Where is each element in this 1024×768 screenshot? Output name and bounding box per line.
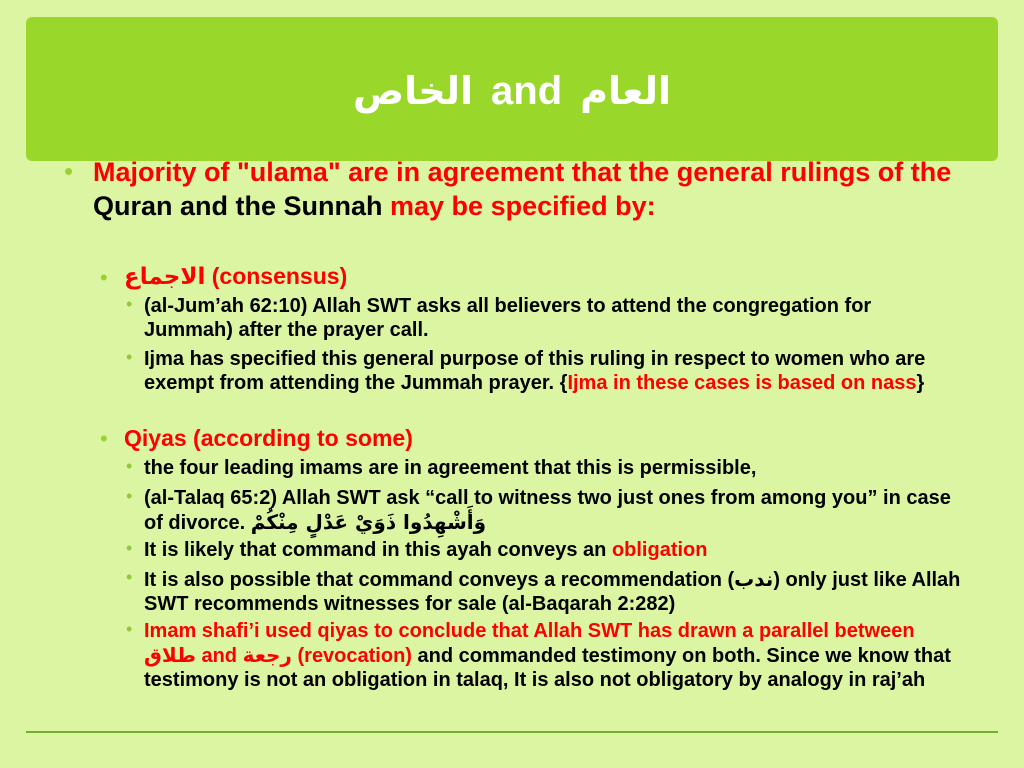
qiyas-sub-3 bbox=[144, 538, 964, 562]
ijma-bullet bbox=[124, 262, 964, 291]
qiyas-sub-4 bbox=[144, 567, 964, 616]
bullet-dot: • bbox=[100, 426, 108, 451]
footer-divider bbox=[26, 731, 998, 733]
bullet-dot: • bbox=[126, 294, 133, 314]
qiyas-bullet: Qiyas (according to some) bbox=[124, 425, 413, 451]
qiyas-sub-4-text: It is also possible that command conveys a recommendation ( bbox=[144, 569, 735, 591]
qiyas-sub-1: the four leading imams are in agreement that this is permissible, bbox=[144, 457, 757, 479]
qiyas-sub-3-text: It is likely that command in this ayah conveys an bbox=[144, 539, 612, 561]
main-bullet-text-3: may be specified by: bbox=[390, 191, 656, 221]
qiyas-sub-4-arabic: ندب bbox=[734, 567, 774, 591]
bullet-dot: • bbox=[126, 619, 133, 639]
bullet-dot: • bbox=[126, 567, 133, 587]
bullet-dot: • bbox=[126, 347, 133, 367]
qiyas-sub-4-text-2: ) only just like Allah SWT recommends witnesses for sale (al-Baqarah 2:282) bbox=[144, 569, 961, 615]
title-arabic-aam: العام bbox=[580, 71, 672, 113]
main-bullet-text-2: Quran and the Sunnah bbox=[93, 191, 391, 221]
ijma-english: (consensus) bbox=[205, 263, 348, 289]
ijma-sub-2 bbox=[144, 347, 964, 395]
bullet-dot: • bbox=[64, 156, 74, 186]
qiyas-sub-5-revocation: (revocation) bbox=[291, 645, 412, 667]
bullet-dot: • bbox=[126, 456, 133, 476]
qiyas-sub-5-text-2: and commanded testimony on both. Since we know that testimony is not an obligation in talaq, It is also not obligatory by analogy in raj’ah bbox=[144, 645, 951, 691]
main-bullet bbox=[93, 155, 968, 223]
qiyas-sub-2-arabic: وَأَشْهِدُوا ذَوَيْ عَدْلٍ مِنْكُمْ bbox=[250, 510, 487, 534]
bullet-dot: • bbox=[100, 265, 108, 290]
qiyas-sub-5-arabic-talaq: طلاق bbox=[144, 643, 196, 667]
qiyas-sub-5-text: Imam shafi’i used qiyas to conclude that Allah SWT has drawn a parallel between bbox=[144, 620, 915, 642]
ijma-sub-2-emphasis: Ijma in these cases is based on nass bbox=[567, 372, 917, 394]
ijma-sub-1: (al-Jum’ah 62:10) Allah SWT asks all believers to attend the congregation for Jummah) after the prayer call. bbox=[144, 295, 872, 341]
qiyas-sub-3-emphasis: obligation bbox=[611, 539, 708, 561]
qiyas-sub-2 bbox=[144, 486, 964, 535]
ijma-sub-2-close: } bbox=[916, 372, 925, 394]
slide-title bbox=[26, 69, 998, 114]
ijma-arabic: الاجماع bbox=[124, 264, 206, 290]
qiyas-sub-5 bbox=[144, 619, 964, 692]
bullet-dot: • bbox=[126, 538, 133, 558]
qiyas-sub-2-text: (al-Talaq 65:2) Allah SWT ask “call to witness two just ones from among you” in case of divorce. bbox=[144, 487, 951, 534]
title-arabic-khass: الخاص bbox=[352, 71, 474, 113]
bullet-dot: • bbox=[126, 486, 133, 506]
title-and: and bbox=[491, 69, 563, 113]
qiyas-sub-5-and: and bbox=[195, 645, 243, 667]
title-bar bbox=[26, 17, 998, 161]
qiyas-sub-5-arabic-rajah: رجعة bbox=[242, 643, 292, 667]
ijma-sub-2-text: Ijma has specified this general purpose of this ruling in respect to women who are exempt from attending the Jummah prayer. { bbox=[144, 348, 926, 394]
main-bullet-text-1: Majority of "ulama" are in agreement that the general rulings of the bbox=[93, 157, 952, 187]
